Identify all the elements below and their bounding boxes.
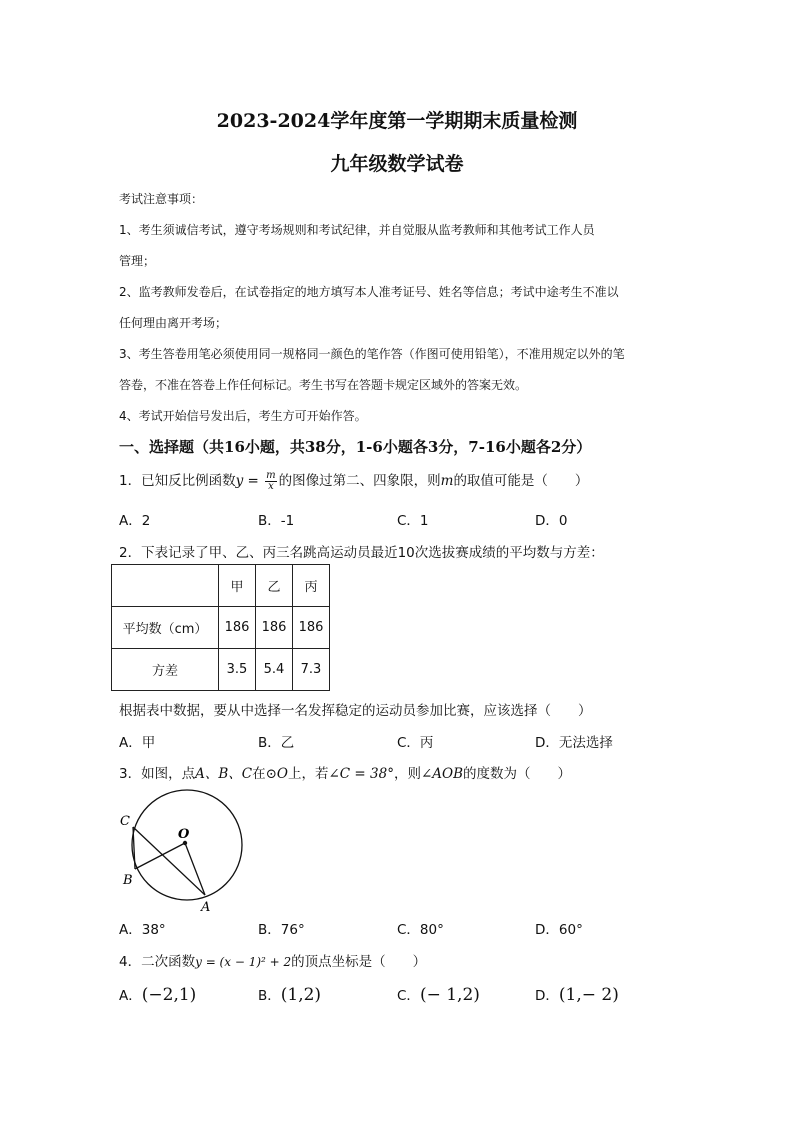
q1-option-d[interactable]: D．0 — [535, 513, 568, 529]
table-cell: 186 — [219, 607, 256, 649]
q4-option-a-letter: A． — [119, 988, 142, 1004]
q4-option-d-value: (1,− 2) — [558, 985, 619, 1005]
table-row — [112, 649, 330, 691]
segment-cb — [133, 827, 135, 869]
table-header-cell — [112, 565, 219, 607]
q4-option-c-letter: C． — [397, 988, 420, 1004]
segment-oa — [185, 843, 205, 895]
notice-line-3: 3、考生答卷用笔必须使用同一规格同一颜色的笔作答（作图可使用铅笔），不准用规定以外的笔 — [119, 347, 625, 361]
table-cell: 186 — [293, 607, 330, 649]
q3-circle-figure — [110, 780, 260, 915]
q1-var-y: y — [235, 473, 244, 489]
q1-prefix: 1．已知反比例函数 — [119, 473, 236, 489]
q4-option-b-letter: B． — [258, 988, 281, 1004]
q4-suffix: 的顶点坐标是（ ） — [291, 954, 427, 970]
q3-mid: 在 — [252, 766, 266, 782]
label-c: C — [120, 814, 130, 829]
table-header-row — [112, 565, 330, 607]
q1-suffix: 的取值可能是（ ） — [453, 473, 589, 489]
section-1-heading: 一、选择题（共16小题，共38分，1-6小题各3分，7-16小题各2分） — [119, 438, 592, 456]
question-2-stem: 2．下表记录了甲、乙、丙三名跳高运动员最近10次选拔赛成绩的平均数与方差： — [119, 545, 604, 561]
segment-ca — [133, 827, 205, 895]
q1-middle: 的图像过第二、四象限，则 — [278, 473, 441, 489]
q3-points: A、B、C — [195, 766, 253, 782]
q4-option-b[interactable] — [258, 984, 321, 1005]
table-cell: 平均数（cm） — [112, 607, 219, 649]
segment-bo — [135, 843, 185, 869]
q1-option-b[interactable]: B．-1 — [258, 513, 295, 529]
circle-o-shape — [132, 790, 242, 900]
table-row — [112, 607, 330, 649]
q4-option-a[interactable] — [119, 984, 196, 1005]
q3-condition: ∠C = 38° — [328, 766, 394, 782]
table-cell: 7.3 — [293, 649, 330, 691]
q3-option-b[interactable]: B．76° — [258, 922, 305, 938]
question-4-stem — [119, 950, 426, 970]
q2-option-c[interactable]: C．丙 — [397, 735, 434, 751]
q2-score-table — [111, 564, 330, 691]
q1-var-m: m — [440, 473, 454, 489]
table-cell: 5.4 — [256, 649, 293, 691]
q3-prefix: 3．如图，点 — [119, 766, 196, 782]
notice-line-4: 4、考试开始信号发出后，考生方可开始作答。 — [119, 409, 367, 423]
notice-line-1: 1、考生须诚信考试，遵守考场规则和考试纪律，并自觉服从监考教师和其他考试工作人员 — [119, 223, 595, 237]
q2-option-d[interactable]: D．无法选择 — [535, 735, 613, 751]
q1-frac-den: x — [268, 480, 274, 492]
q3-mid2: 上，若 — [287, 766, 329, 782]
q4-option-c[interactable] — [397, 984, 480, 1005]
exam-subtitle: 九年级数学试卷 — [330, 153, 464, 175]
q1-option-c[interactable]: C．1 — [397, 513, 429, 529]
q3-circle: ⊙O — [265, 766, 288, 782]
table-cell: 186 — [256, 607, 293, 649]
notice-line-2b: 任何理由离开考场； — [119, 316, 228, 330]
notice-heading: 考试注意事项： — [119, 192, 204, 206]
table-cell: 方差 — [112, 649, 219, 691]
q3-option-c[interactable]: C．80° — [397, 922, 444, 938]
q4-option-d-letter: D． — [535, 988, 559, 1004]
q2-followup: 根据表中数据，要从中选择一名发挥稳定的运动员参加比赛，应该选择（ ） — [119, 703, 592, 719]
q3-option-a[interactable]: A．38° — [119, 922, 166, 938]
q1-fraction — [265, 471, 276, 492]
label-o: O — [178, 827, 190, 842]
label-b: B — [123, 873, 133, 888]
q4-option-d[interactable] — [535, 984, 619, 1005]
q3-option-d[interactable]: D．60° — [535, 922, 583, 938]
table-header-cell: 乙 — [256, 565, 293, 607]
table-cell: 3.5 — [219, 649, 256, 691]
q4-prefix: 4．二次函数 — [119, 954, 196, 970]
question-1-stem — [119, 470, 588, 492]
q2-option-b[interactable]: B．乙 — [258, 735, 295, 751]
table-header-cell: 丙 — [293, 565, 330, 607]
q2-option-a[interactable]: A．甲 — [119, 735, 156, 751]
q1-frac-num: m — [266, 469, 276, 481]
label-a: A — [201, 900, 211, 915]
q3-target: ∠AOB — [420, 766, 464, 782]
q4-option-c-value: (− 1,2) — [419, 985, 480, 1005]
notice-line-3b: 答卷，不准在答卷上作任何标记。考生书写在答题卡规定区域外的答案无效。 — [119, 378, 528, 392]
q4-option-a-value: (−2,1) — [141, 985, 197, 1005]
notice-line-2: 2、监考教师发卷后，在试卷指定的地方填写本人准考证号、姓名等信息；考试中途考生不准以 — [119, 285, 619, 299]
q1-option-a[interactable]: A．2 — [119, 513, 151, 529]
table-header-cell: 甲 — [219, 565, 256, 607]
notice-line-1b: 管理； — [119, 254, 156, 268]
q3-mid3: ，则 — [393, 766, 421, 782]
q4-option-b-value: (1,2) — [280, 985, 322, 1005]
q1-equals: = — [243, 473, 264, 489]
exam-title: 2023-2024学年度第一学期期末质量检测 — [216, 110, 578, 132]
question-3-stem — [119, 762, 571, 782]
q3-suffix: 的度数为（ ） — [463, 766, 572, 782]
q4-function: y = (x − 1)² + 2 — [195, 955, 292, 969]
